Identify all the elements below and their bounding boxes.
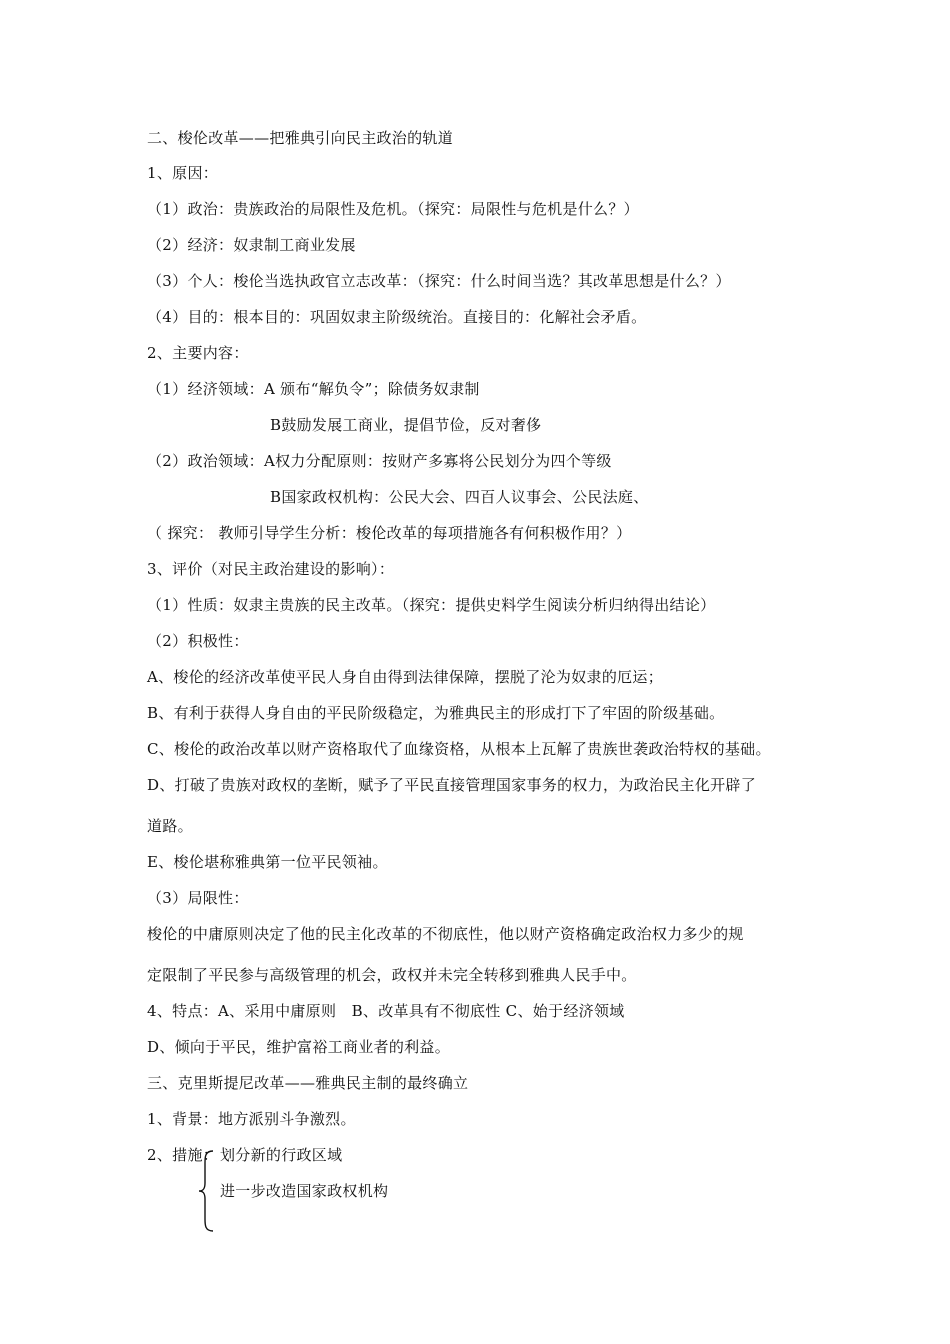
content-economic-b: B鼓励发展工商业，提倡节俭，反对奢侈 [270,416,542,434]
curly-brace-icon [197,1149,219,1233]
section-heading-solon: 二、梭伦改革——把雅典引向民主政治的轨道 [147,129,454,147]
positive-a: A、梭伦的经济改革使平民人身自由得到法律保障，摆脱了沦为奴隶的厄运； [147,668,664,686]
features-line-2: D、倾向于平民，维护富裕工商业者的利益。 [147,1038,451,1056]
measure-item-2: 进一步改造国家政权机构 [220,1182,389,1200]
heading-causes: 1、原因： [147,164,219,182]
cause-purpose: （4）目的：根本目的：巩固奴隶主阶级统治。直接目的：化解社会矛盾。 [147,308,647,326]
evaluation-positive-heading: （2）积极性： [147,632,249,650]
cleisthenes-background: 1、背景：地方派别斗争激烈。 [147,1110,356,1128]
content-inquiry: （ 探究： 教师引导学生分析：梭伦改革的每项措施各有何积极作用？） [147,524,632,542]
section-heading-cleisthenes: 三、克里斯提尼改革——雅典民主制的最终确立 [147,1074,469,1092]
cause-personal: （3）个人：梭伦当选执政官立志改革：（探究：什么时间当选？其改革思想是什么？） [147,272,731,290]
heading-evaluation: 3、评价（对民主政治建设的影响）： [147,560,395,578]
positive-d: D、打破了贵族对政权的垄断，赋予了平民直接管理国家事务的权力，为政治民主化开辟了 [147,776,757,794]
evaluation-nature: （1）性质：奴隶主贵族的民主改革。（探究：提供史料学生阅读分析归纳得出结论） [147,596,716,614]
cause-political: （1）政治：贵族政治的局限性及危机。（探究：局限性与危机是什么？） [147,200,639,218]
cause-economic: （2）经济：奴隶制工商业发展 [147,236,356,254]
positive-d-continued: 道路。 [147,817,193,835]
positive-e: E、梭伦堪称雅典第一位平民领袖。 [147,853,388,871]
content-economic-a: （1）经济领域：A 颁布“解负令”；除债务奴隶制 [147,380,480,398]
cleisthenes-measures-label: 2、措施： [147,1146,219,1164]
content-political-a: （2）政治领域：A权力分配原则：按财产多寡将公民划分为四个等级 [147,452,612,470]
evaluation-limitation-heading: （3）局限性： [147,889,249,907]
limitation-text-1: 梭伦的中庸原则决定了他的民主化改革的不彻底性，他以财产资格确定政治权力多少的规 [147,925,744,943]
features-line-1: 4、特点：A、采用中庸原则 B、改革具有不彻底性 C、始于经济领域 [147,1002,625,1020]
positive-b: B、有利于获得人身自由的平民阶级稳定，为雅典民主的形成打下了牢固的阶级基础。 [147,704,725,722]
positive-c: C、梭伦的政治改革以财产资格取代了血缘资格，从根本上瓦解了贵族世袭政治特权的基础。 [147,740,771,758]
measure-item-1: 划分新的行政区域 [220,1146,343,1164]
content-political-b: B国家政权机构：公民大会、四百人议事会、公民法庭、 [270,488,649,506]
limitation-text-2: 定限制了平民参与高级管理的机会，政权并未完全转移到雅典人民手中。 [147,966,637,984]
heading-main-content: 2、主要内容： [147,344,249,362]
